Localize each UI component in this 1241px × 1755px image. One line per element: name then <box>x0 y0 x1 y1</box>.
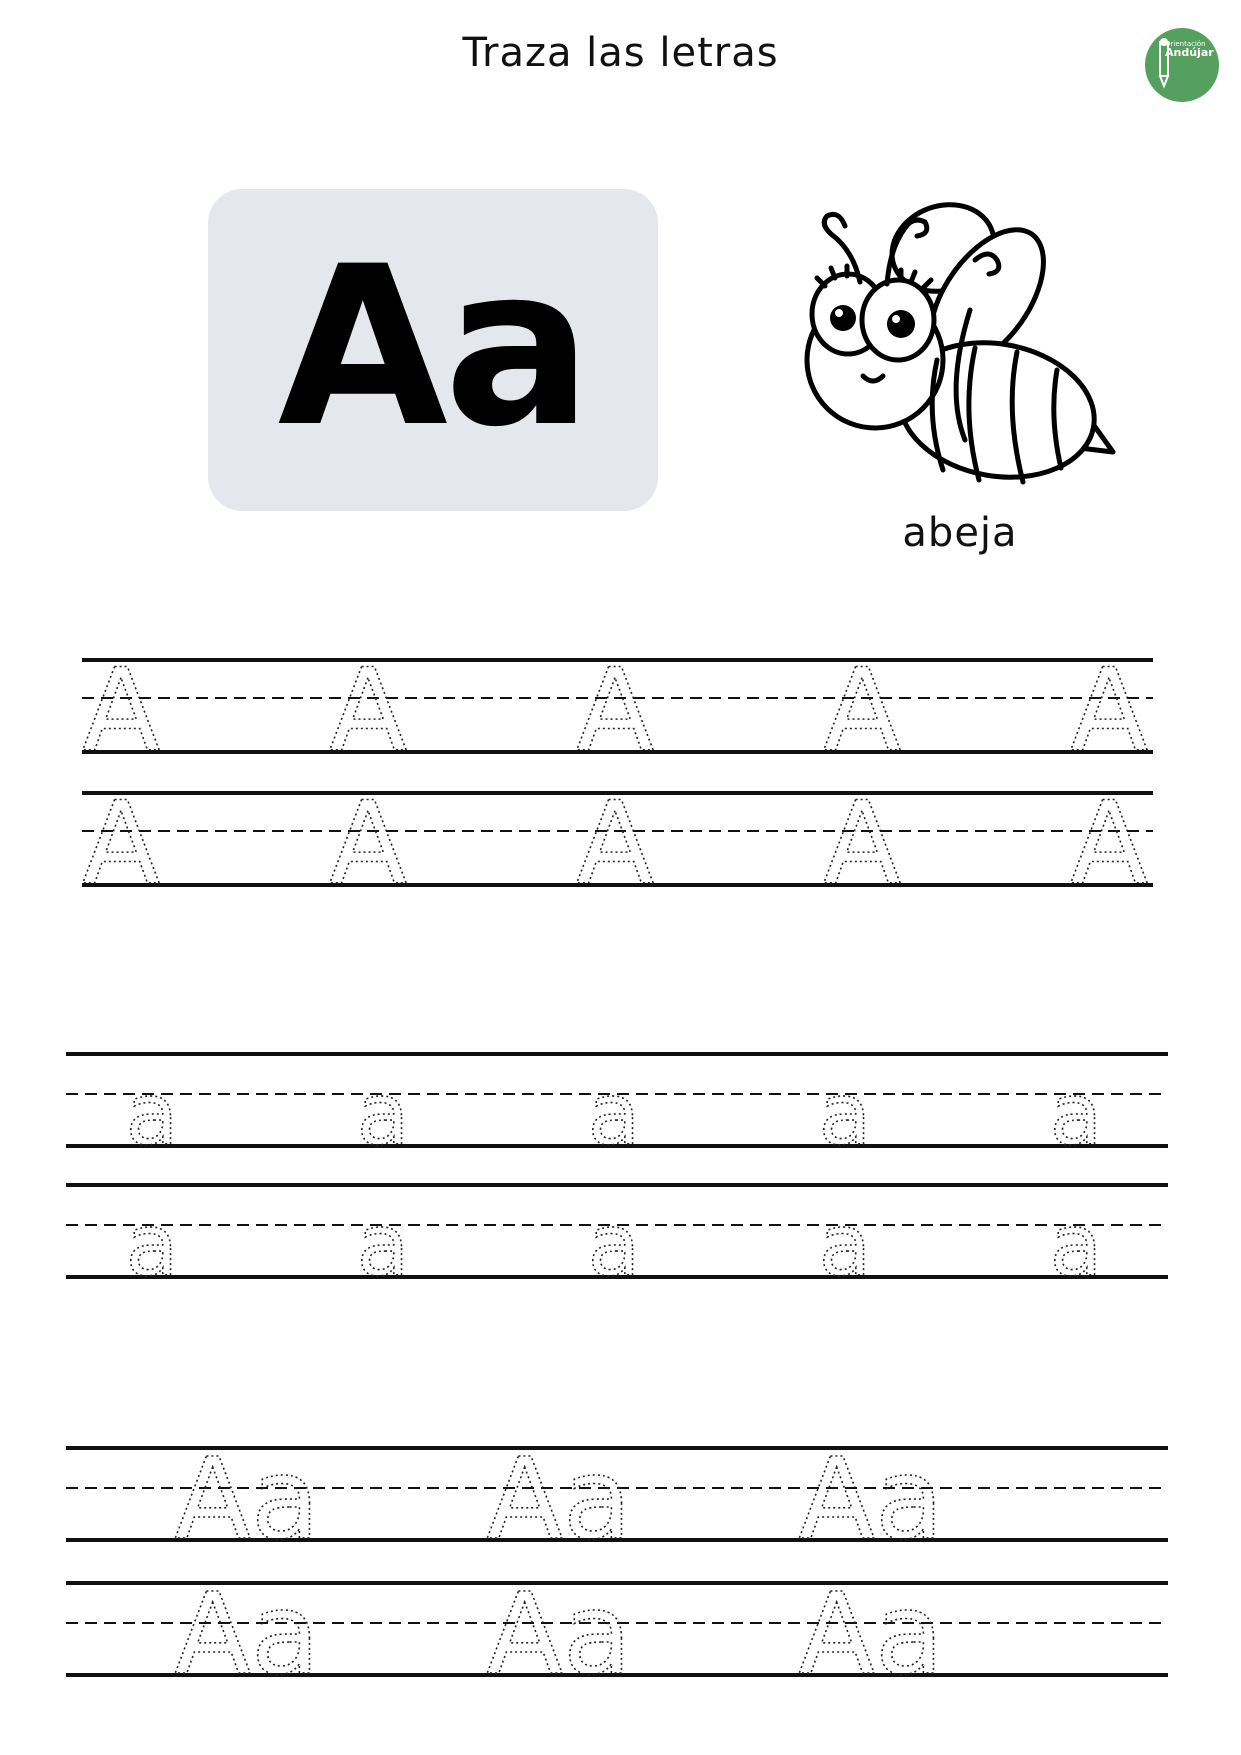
trace-letter-pair: Aa <box>174 1570 320 1700</box>
trace-letter-pair: Aa <box>486 1435 632 1565</box>
trace-letter-lowercase: a <box>125 1065 179 1165</box>
trace-letter-pair: Aa <box>486 1570 632 1700</box>
trace-letter-uppercase: A <box>576 777 654 910</box>
trace-letter-uppercase: A <box>576 644 654 777</box>
picture-word: abeja <box>902 510 1018 556</box>
trace-letter-uppercase: A <box>82 644 160 777</box>
logo-big-text: Andújar <box>1165 46 1214 59</box>
trace-letter-uppercase: A <box>823 644 901 777</box>
big-letters: Aa <box>277 219 589 475</box>
trace-letter-uppercase: A <box>823 777 901 910</box>
trace-letter-lowercase: a <box>125 1196 179 1296</box>
trace-letter-pair: Aa <box>174 1435 320 1565</box>
trace-letter-lowercase: a <box>587 1065 641 1165</box>
trace-letter-lowercase: a <box>1049 1065 1103 1165</box>
trace-letter-lowercase: a <box>1049 1196 1103 1296</box>
logo-small-text: Orientación <box>1165 40 1206 48</box>
trace-letter-uppercase: A <box>329 644 407 777</box>
trace-letter-uppercase: A <box>1070 777 1148 910</box>
trace-letter-lowercase: a <box>587 1196 641 1296</box>
page-title: Traza las letras <box>462 30 779 76</box>
trace-letter-uppercase: A <box>82 777 160 910</box>
trace-letter-uppercase: A <box>329 777 407 910</box>
trace-letter-lowercase: a <box>818 1065 872 1165</box>
trace-letter-lowercase: a <box>356 1196 410 1296</box>
trace-letter-uppercase: A <box>1070 644 1148 777</box>
trace-letter-lowercase: a <box>356 1065 410 1165</box>
trace-letter-pair: Aa <box>798 1570 944 1700</box>
trace-letter-lowercase: a <box>818 1196 872 1296</box>
trace-letter-pair: Aa <box>798 1435 944 1565</box>
